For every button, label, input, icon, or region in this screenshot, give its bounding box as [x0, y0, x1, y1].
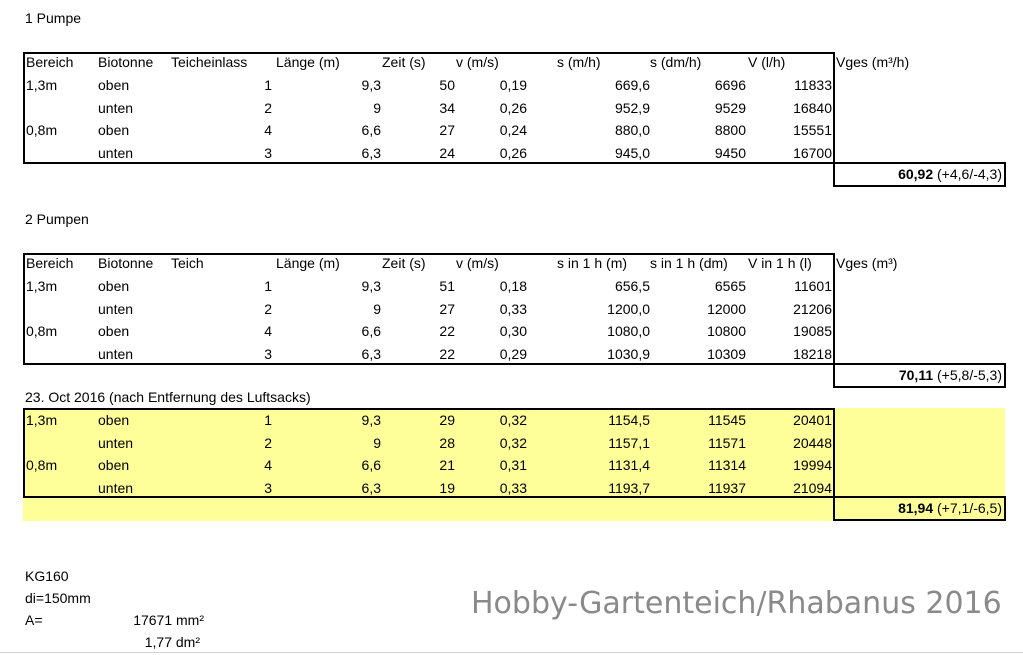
table-cell: 6696	[714, 77, 746, 93]
table-cell: unten	[98, 300, 134, 317]
header-cell: Zeit (s)	[382, 54, 426, 70]
header-cell: Länge (m)	[276, 255, 340, 271]
table-cell: 2	[264, 99, 272, 116]
table-cell: oben	[98, 412, 130, 428]
pipe-area-mm: 17671 mm²	[133, 612, 204, 628]
header-cell: Bereich	[26, 255, 74, 271]
table-cell: 0,8m	[26, 122, 58, 138]
pipe-diameter: di=150mm	[25, 590, 91, 606]
header-cell: s (dm/h)	[650, 54, 702, 70]
table-cell: 51	[439, 278, 455, 294]
header-cell: Biotonne	[98, 54, 154, 70]
table-cell: 0,30	[499, 323, 527, 339]
pipe-name: KG160	[25, 568, 69, 584]
table-cell: 9,3	[361, 77, 381, 93]
section1-total: 60,92 (+4,6/-4,3)	[898, 166, 1002, 182]
table-cell: 1030,9	[607, 345, 650, 362]
table-cell: 21094	[793, 479, 832, 496]
table-cell: 19	[439, 479, 455, 496]
table-cell: 11314	[708, 457, 746, 473]
table-cell: 22	[439, 345, 455, 362]
table-cell: 1157,1	[608, 434, 650, 451]
table-cell: 15551	[793, 122, 832, 138]
section2-title: 2 Pumpen	[25, 211, 89, 227]
table-cell: unten	[98, 144, 134, 161]
table-cell: 3	[264, 345, 272, 362]
table-cell: 34	[439, 99, 455, 116]
section2-total: 70,11 (+5,8/-5,3)	[898, 367, 1002, 383]
table-cell: 11601	[794, 278, 832, 294]
header-cell: s (m/h)	[557, 54, 601, 70]
table-cell: unten	[98, 99, 134, 116]
table-cell: 3	[264, 479, 272, 496]
table-cell: 0,24	[499, 122, 527, 138]
table-cell: 9,3	[361, 278, 381, 294]
table-cell: 29	[439, 412, 455, 428]
table-cell: 1,3m	[26, 278, 58, 294]
table-cell: 20401	[793, 412, 832, 428]
table-cell: 1	[264, 77, 272, 93]
table-cell: 0,8m	[26, 323, 58, 339]
table-cell: 0,33	[499, 479, 527, 496]
table-cell: 6,6	[361, 122, 381, 138]
header-cell: Vges (m³/h)	[836, 54, 910, 70]
header-cell: V in 1 h (l)	[748, 255, 812, 271]
table-cell: 945,0	[614, 144, 650, 161]
table-cell: 9	[373, 434, 381, 451]
header-cell: Teich	[171, 255, 204, 271]
table-cell: 2	[264, 300, 272, 317]
table-cell: 4	[264, 323, 272, 339]
table-cell: 1080,0	[607, 323, 650, 339]
table-cell: 50	[439, 77, 455, 93]
table-cell: 1	[264, 412, 272, 428]
table-cell: 6,3	[361, 479, 381, 496]
section3-title: 23. Oct 2016 (nach Entfernung des Luftsacks)	[25, 389, 311, 405]
header-cell: s in 1 h (m)	[557, 255, 628, 271]
table-cell: 16840	[793, 99, 832, 116]
table-cell: 20448	[793, 434, 832, 451]
table-cell: 1193,7	[608, 479, 650, 496]
table-cell: 880,0	[614, 122, 650, 138]
table-cell: oben	[98, 278, 130, 294]
table-cell: 0,19	[499, 77, 527, 93]
table-cell: 22	[439, 323, 455, 339]
table-cell: 4	[264, 122, 272, 138]
table-cell: 0,31	[499, 457, 527, 473]
table-cell: 0,33	[499, 300, 527, 317]
table-cell: 19085	[793, 323, 832, 339]
table-cell: 4	[264, 457, 272, 473]
table-cell: 1	[264, 278, 272, 294]
table-cell: oben	[98, 457, 130, 473]
table-cell: 0,32	[499, 434, 527, 451]
table-cell: 656,5	[614, 278, 650, 294]
table-cell: 16700	[793, 144, 832, 161]
table-cell: 10800	[707, 323, 746, 339]
table-cell: 12000	[707, 300, 746, 317]
table-cell: 9,3	[361, 412, 381, 428]
table-cell: 11545	[708, 412, 746, 428]
table-cell: 11571	[708, 434, 746, 451]
header-cell: Biotonne	[98, 255, 154, 271]
table-cell: 8800	[714, 122, 746, 138]
table-cell: 6565	[714, 278, 746, 294]
table-cell: 6,3	[361, 345, 381, 362]
header-cell: V (l/h)	[748, 54, 786, 70]
table-cell: 1,3m	[26, 77, 58, 93]
table-cell: 9	[373, 99, 381, 116]
header-cell: Teicheinlass	[171, 54, 248, 70]
table-cell: oben	[98, 122, 130, 138]
header-cell: s in 1 h (dm)	[650, 255, 728, 271]
pipe-area-dm: 1,77 dm²	[144, 634, 200, 650]
header-cell: v (m/s)	[456, 255, 499, 271]
table-cell: 0,26	[499, 144, 527, 161]
table-cell: oben	[98, 323, 130, 339]
table-cell: 9450	[714, 144, 746, 161]
table-cell: 6,3	[361, 144, 381, 161]
section1-title: 1 Pumpe	[25, 10, 82, 26]
table-cell: unten	[98, 345, 134, 362]
table-cell: 9529	[714, 99, 746, 116]
table-cell: 18218	[793, 345, 832, 362]
table-cell: 10309	[707, 345, 746, 362]
table-cell: 2	[264, 434, 272, 451]
table-cell: 1,3m	[26, 412, 58, 428]
table-cell: 0,29	[499, 345, 527, 362]
table-cell: 0,18	[499, 278, 527, 294]
table-cell: 0,26	[499, 99, 527, 116]
table-cell: 669,6	[614, 77, 650, 93]
table-cell: 11937	[708, 479, 746, 496]
table-cell: unten	[98, 479, 134, 496]
table-cell: 6,6	[361, 323, 381, 339]
header-cell: Bereich	[26, 54, 74, 70]
table-cell: 21	[439, 457, 455, 473]
table-cell: 21206	[793, 300, 832, 317]
table-cell: 9	[373, 300, 381, 317]
table-cell: 11833	[794, 77, 832, 93]
table-cell: 28	[439, 434, 455, 451]
section3-total: 81,94 (+7,1/-6,5)	[898, 500, 1002, 516]
watermark: Hobby-Gartenteich/Rhabanus 2016	[471, 586, 1002, 621]
table-cell: 952,9	[614, 99, 650, 116]
table-cell: 1200,0	[607, 300, 650, 317]
table-cell: oben	[98, 77, 130, 93]
table-cell: 1131,4	[608, 457, 650, 473]
header-cell: Zeit (s)	[382, 255, 426, 271]
bottom-rule	[0, 652, 1023, 653]
table-cell: 27	[439, 300, 455, 317]
table-cell: 19994	[793, 457, 832, 473]
pipe-area-label: A=	[25, 612, 43, 628]
table-cell: 3	[264, 144, 272, 161]
table-cell: 0,32	[499, 412, 527, 428]
table-cell: 27	[439, 122, 455, 138]
header-cell: v (m/s)	[456, 54, 499, 70]
table-cell: unten	[98, 434, 134, 451]
table-cell: 24	[439, 144, 455, 161]
table-cell: 6,6	[361, 457, 381, 473]
table-cell: 0,8m	[26, 457, 58, 473]
table-cell: 1154,5	[608, 412, 650, 428]
header-cell: Vges (m³)	[836, 255, 898, 271]
header-cell: Länge (m)	[276, 54, 340, 70]
